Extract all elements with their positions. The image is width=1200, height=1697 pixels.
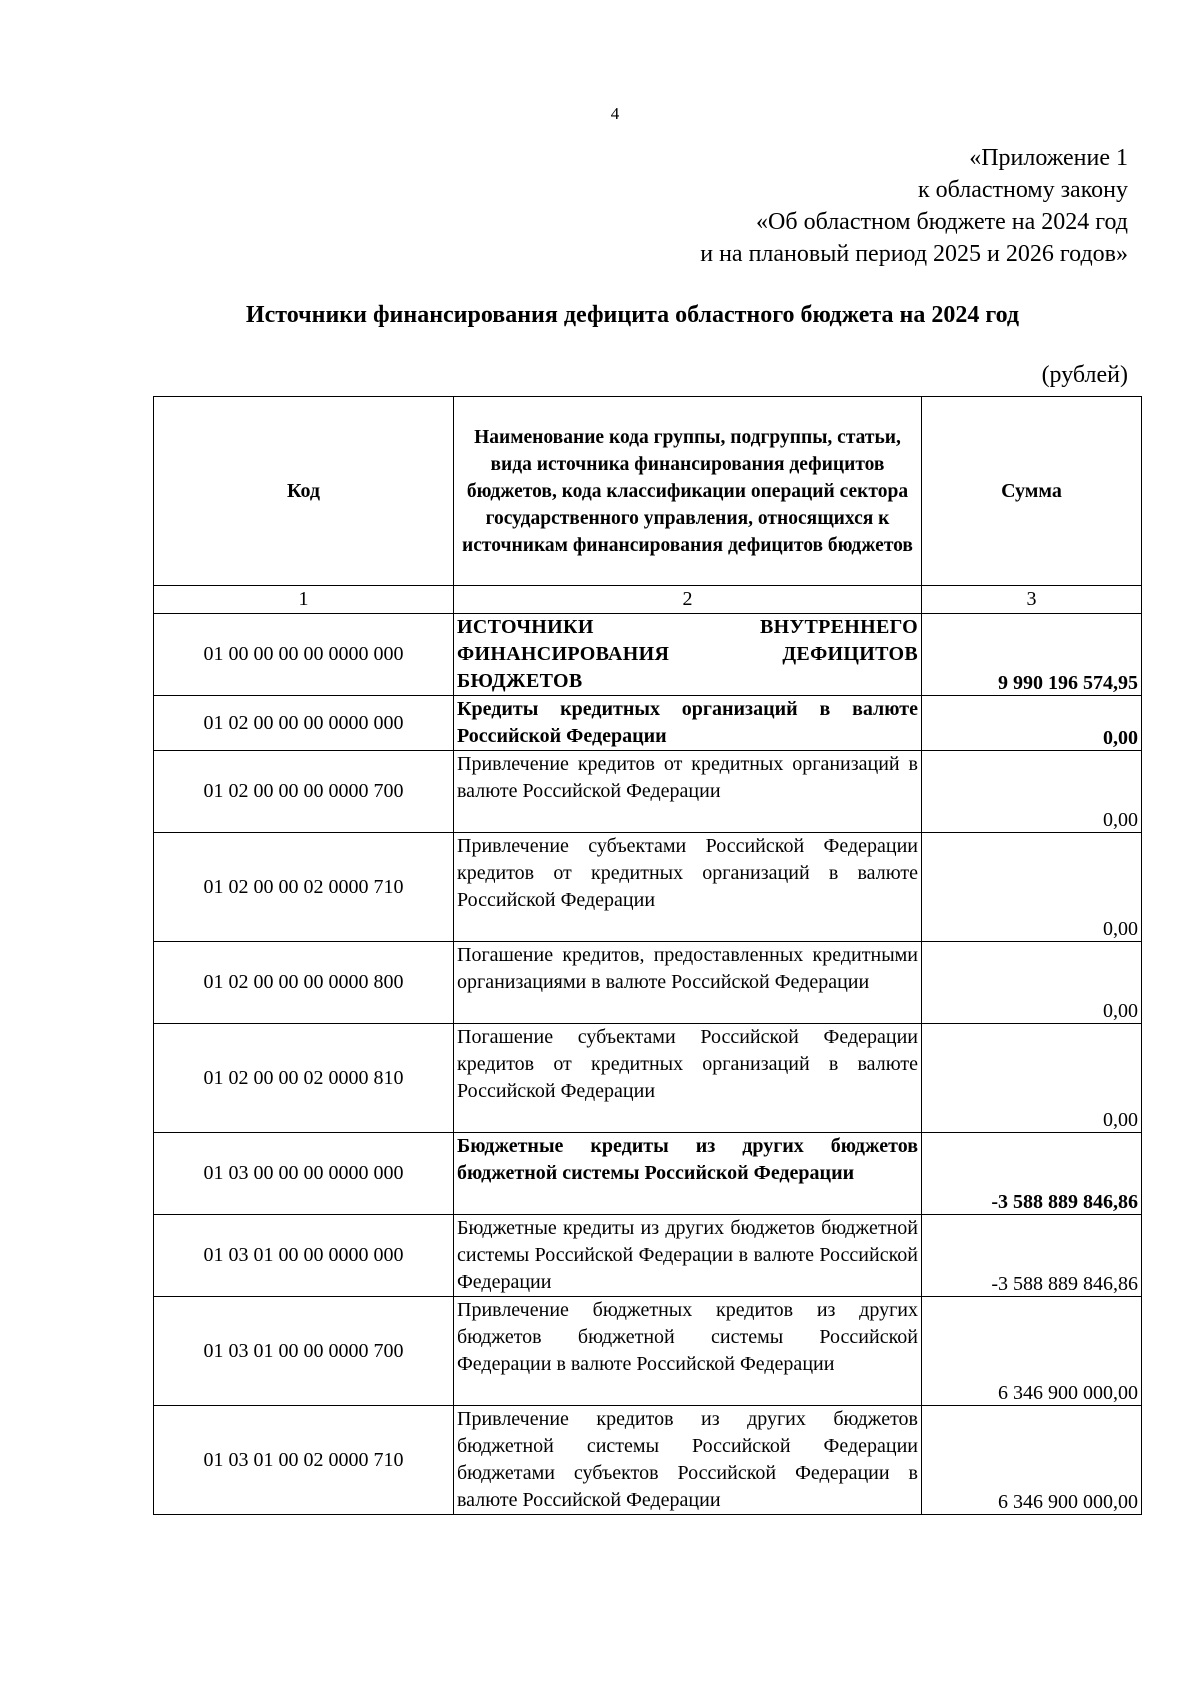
table-row	[154, 751, 1142, 833]
units-label: (рублей)	[1041, 362, 1128, 388]
row-code: 01 02 00 00 00 0000 700	[154, 751, 454, 833]
row-name: Привлечение бюджетных кредитов из других бюджетов бюджетной системы Российской Федерации в валюте Российской Федерации	[454, 1297, 922, 1406]
row-sum: 0,00	[922, 696, 1142, 751]
row-code: 01 03 01 00 00 0000 000	[154, 1215, 454, 1297]
table-row	[154, 833, 1142, 942]
table-row	[154, 1297, 1142, 1406]
row-name: Кредиты кредитных организаций в валюте Российской Федерации	[454, 696, 922, 751]
row-name: Привлечение субъектами Российской Федерации кредитов от кредитных организаций в валюте Российской Федерации	[454, 833, 922, 942]
page-number: 4	[610, 104, 620, 123]
financing-sources-table	[153, 396, 1142, 1515]
table-row	[154, 1406, 1142, 1515]
row-code: 01 03 00 00 00 0000 000	[154, 1133, 454, 1215]
row-name: Погашение субъектами Российской Федерации кредитов от кредитных организаций в валюте Российской Федерации	[454, 1024, 922, 1133]
column-number: 3	[922, 586, 1142, 614]
table-row	[154, 696, 1142, 751]
row-name: Привлечение кредитов из других бюджетов бюджетной системы Российской Федерации бюджетами субъектов Российской Федерации в валюте Российской Федерации	[454, 1406, 922, 1515]
row-code: 01 03 01 00 02 0000 710	[154, 1406, 454, 1515]
row-name: Бюджетные кредиты из других бюджетов бюджетной системы Российской Федерации	[454, 1133, 922, 1215]
row-code: 01 02 00 00 02 0000 710	[154, 833, 454, 942]
row-name: Погашение кредитов, предоставленных кредитными организациями в валюте Российской Федерации	[454, 942, 922, 1024]
row-name: ИСТОЧНИКИ ВНУТРЕННЕГО ФИНАНСИРОВАНИЯ ДЕФИЦИТОВ БЮДЖЕТОВ	[454, 614, 922, 696]
row-sum: 6 346 900 000,00	[922, 1406, 1142, 1515]
row-sum: -3 588 889 846,86	[922, 1215, 1142, 1297]
appendix-note	[700, 142, 1128, 270]
table-row	[154, 1133, 1142, 1215]
row-sum: 0,00	[922, 942, 1142, 1024]
row-code: 01 02 00 00 00 0000 800	[154, 942, 454, 1024]
header-name: Наименование кода группы, подгруппы, статьи, вида источника финансирования дефицитов бюджетов, кода классификации операций сектора государственного управления, относящихся к источникам финансирования дефицитов бюджетов	[454, 397, 922, 586]
column-number: 2	[454, 586, 922, 614]
row-sum: 9 990 196 574,95	[922, 614, 1142, 696]
column-number-row	[154, 586, 1142, 614]
row-code: 01 02 00 00 00 0000 000	[154, 696, 454, 751]
table-header-row	[154, 397, 1142, 586]
row-name: Бюджетные кредиты из других бюджетов бюджетной системы Российской Федерации в валюте Российской Федерации	[454, 1215, 922, 1297]
row-code: 01 00 00 00 00 0000 000	[154, 614, 454, 696]
row-code: 01 02 00 00 02 0000 810	[154, 1024, 454, 1133]
document-title: Источники финансирования дефицита областного бюджета на 2024 год	[245, 302, 1020, 328]
appendix-line: к областному закону	[917, 177, 1128, 203]
appendix-line: «Об областном бюджете на 2024 год	[756, 209, 1128, 235]
appendix-line: и на плановый период 2025 и 2026 годов»	[700, 241, 1128, 267]
header-code: Код	[154, 397, 454, 586]
table-row	[154, 614, 1142, 696]
row-sum: -3 588 889 846,86	[922, 1133, 1142, 1215]
column-number: 1	[154, 586, 454, 614]
header-sum: Сумма	[922, 397, 1142, 586]
table-row	[154, 1024, 1142, 1133]
row-sum: 6 346 900 000,00	[922, 1297, 1142, 1406]
row-sum: 0,00	[922, 751, 1142, 833]
appendix-line: «Приложение 1	[969, 145, 1128, 171]
row-name: Привлечение кредитов от кредитных организаций в валюте Российской Федерации	[454, 751, 922, 833]
table-row	[154, 1215, 1142, 1297]
row-code: 01 03 01 00 00 0000 700	[154, 1297, 454, 1406]
row-sum: 0,00	[922, 833, 1142, 942]
table-row	[154, 942, 1142, 1024]
row-sum: 0,00	[922, 1024, 1142, 1133]
